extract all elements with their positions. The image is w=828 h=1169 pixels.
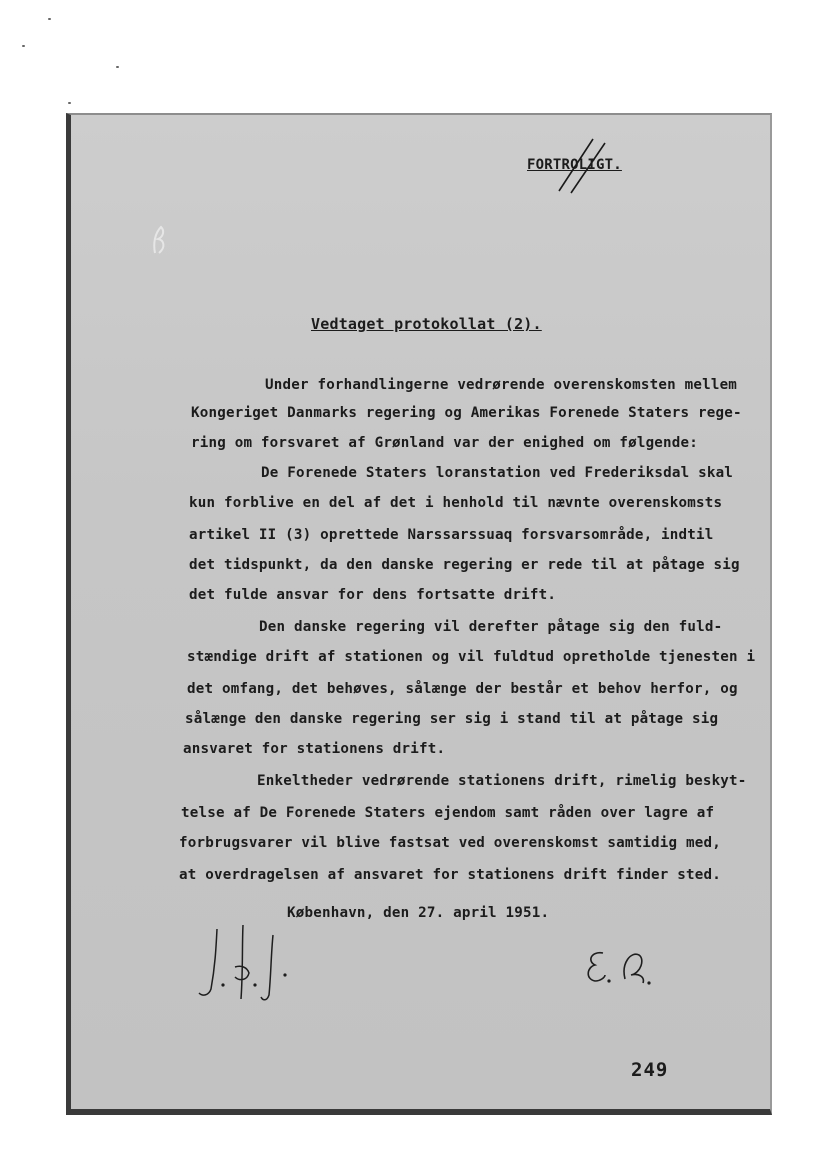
body-line: De Forenede Staters loranstation ved Frederiksdal skal [261,465,734,481]
handwritten-initials-left [189,915,319,1005]
body-line: Enkeltheder vedrørende stationens drift, rimelig beskyt- [257,773,747,789]
body-line: kun forblive en del af det i henhold til nævnte overenskomsts [189,495,723,511]
body-line: stændige drift af stationen og vil fuldtud opretholde tjenesten i [187,649,756,665]
body-line: det omfang, det behøves, sålænge der består et behov herfor, og [187,681,738,697]
protocol-body [71,115,772,1115]
scan-speck [22,45,25,47]
body-line: forbrugsvarer vil blive fastsat ved overenskomst samtidig med, [179,835,721,851]
body-line: det tidspunkt, da den danske regering er rede til at påtage sig [189,557,740,573]
body-line: ansvaret for stationens drift. [183,741,446,757]
page-number: 249 [631,1059,669,1081]
scan-speck [116,66,119,68]
body-line: Kongeriget Danmarks regering og Amerikas Forenede Staters rege- [191,405,742,421]
handwritten-initials-right [581,943,661,993]
scan-speck [68,102,71,104]
classification-stamp: FORTROLIGT. [527,157,622,173]
document-title: Vedtaget protokollat (2). [311,315,542,333]
scan-speck [48,18,51,20]
body-line: sålænge den danske regering ser sig i stand til at påtage sig [185,711,719,727]
body-line: Under forhandlingerne vedrørende overenskomsten mellem [265,377,738,393]
body-line: det fulde ansvar for dens fortsatte drift. [189,587,557,603]
place-and-date: København, den 27. april 1951. [287,905,550,921]
body-line: Den danske regering vil derefter påtage sig den fuld- [259,619,723,635]
body-line: telse af De Forenede Staters ejendom samt råden over lagre af [181,805,715,821]
body-line: ring om forsvaret af Grønland var der enighed om følgende: [191,435,699,451]
body-line: artikel II (3) oprettede Narssarssuaq forsvarsområde, indtil [189,527,714,543]
document-sheet [66,113,772,1115]
body-line: at overdragelsen af ansvaret for stationens drift finder sted. [179,867,721,883]
